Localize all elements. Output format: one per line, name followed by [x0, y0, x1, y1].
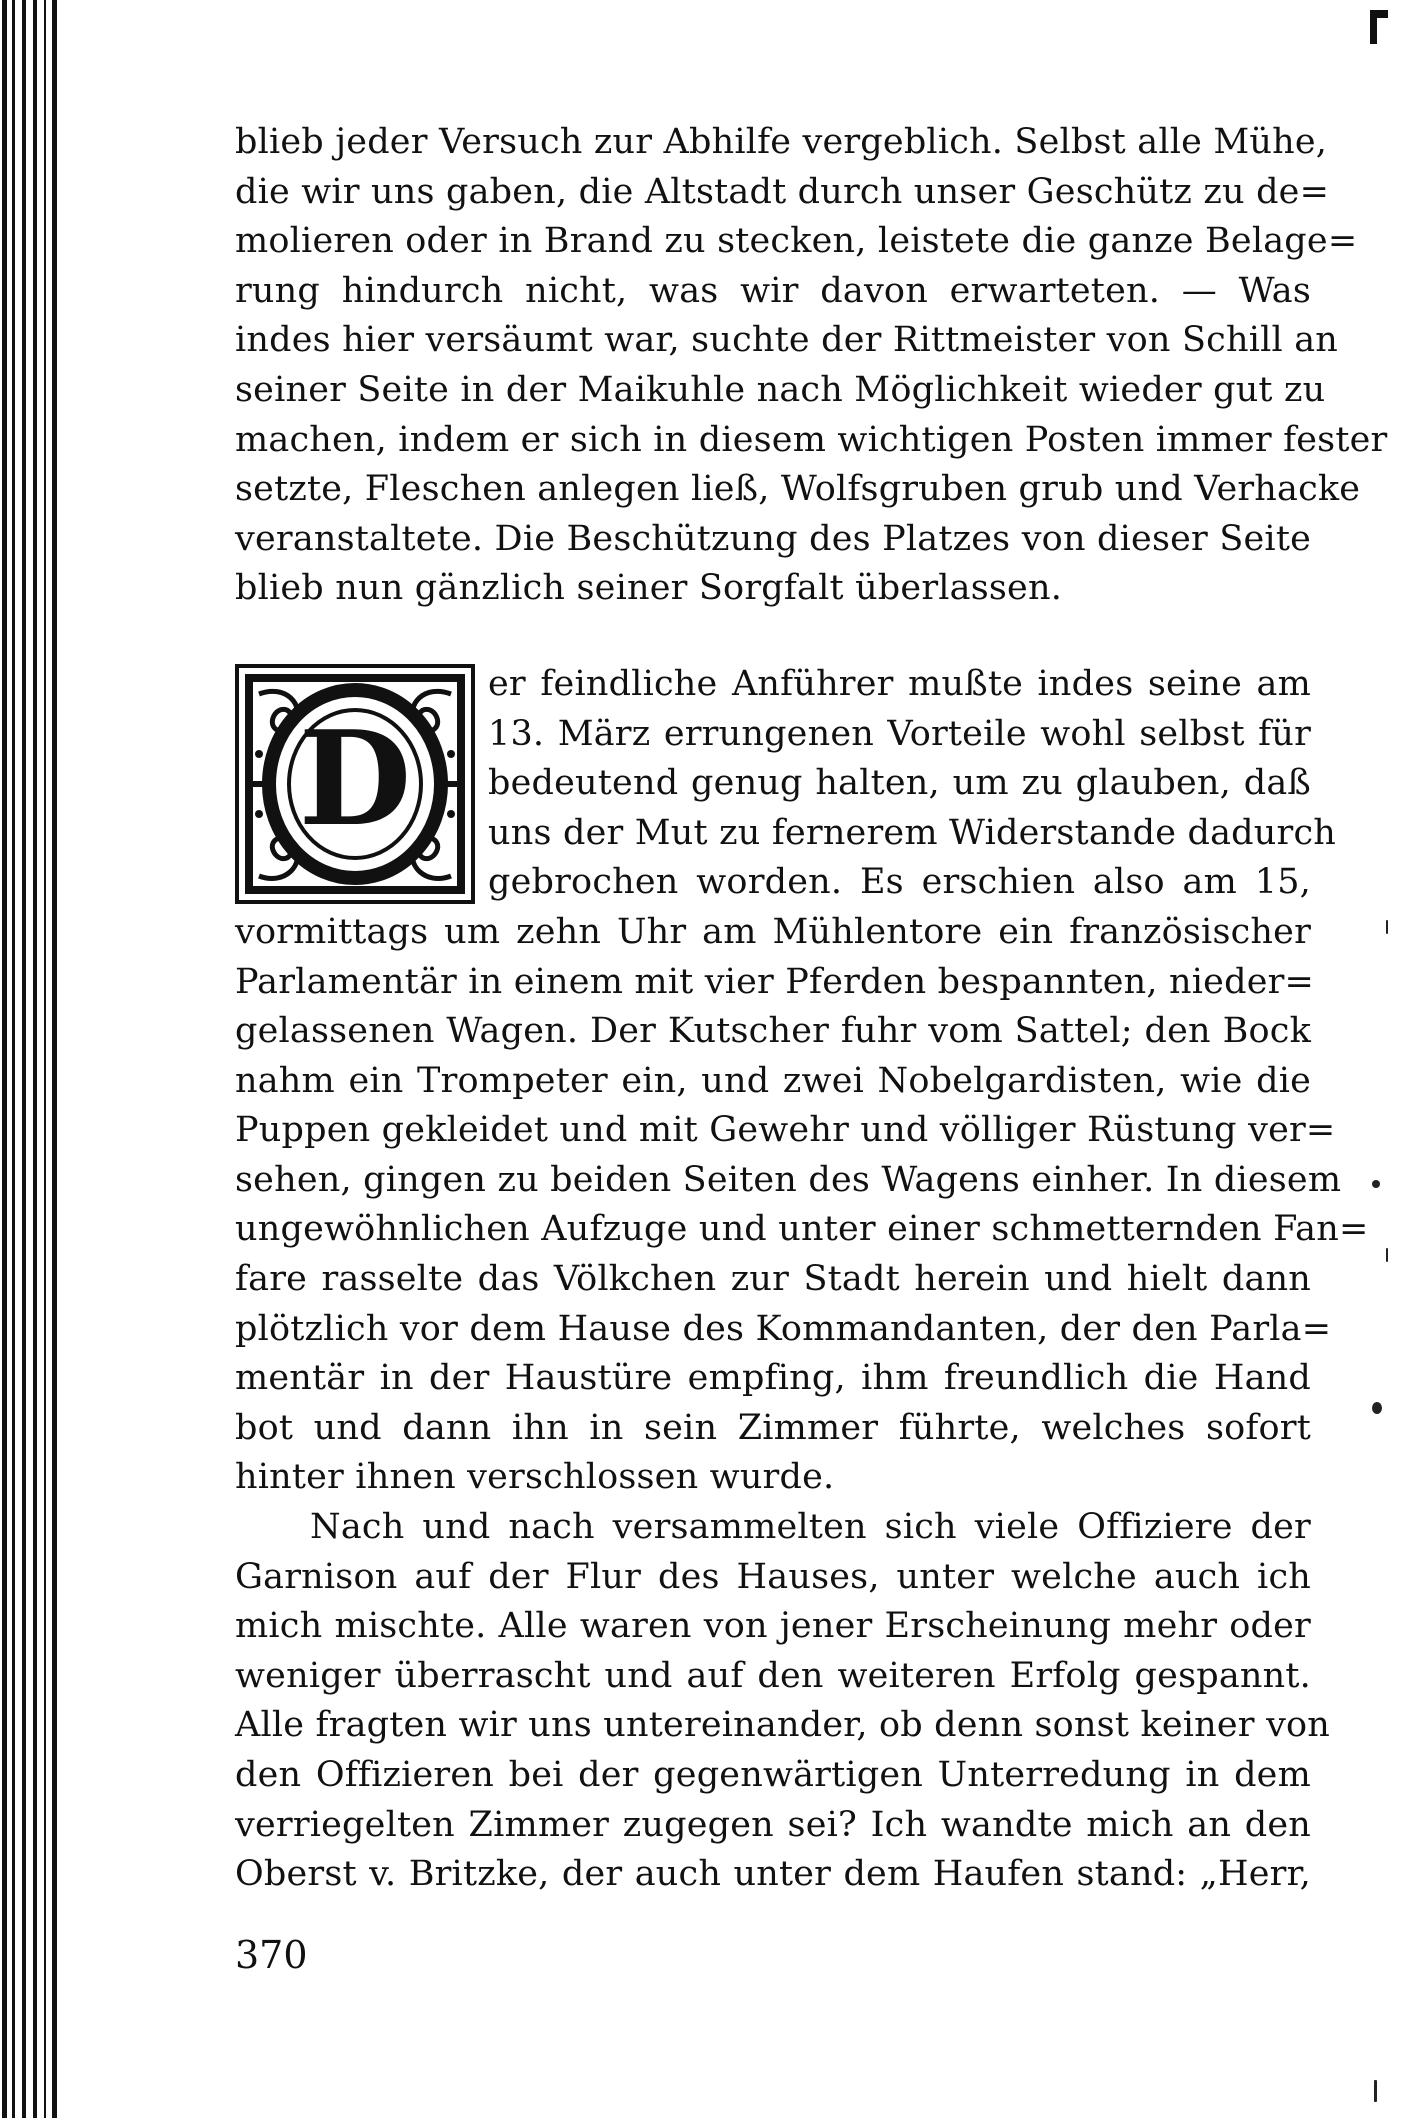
text-line: den Offizieren bei der gegenwärtigen Unterredung in dem	[235, 1755, 1311, 1795]
text-line: seiner Seite in der Maikuhle nach Möglichkeit wieder gut zu	[235, 369, 1326, 410]
text-line: molieren oder in Brand zu stecken, leistete die ganze Belage=	[235, 221, 1358, 262]
text-line: weniger überrascht und auf den weiteren Erfolg gespannt.	[235, 1655, 1311, 1696]
text-line: verriegelten Zimmer zugegen sei? Ich wandte mich an den	[235, 1804, 1311, 1845]
text-line: indes hier versäumt war, suchte der Rittmeister von Schill an	[235, 320, 1339, 361]
text-line: mentär in der Haustüre empfing, ihm freundlich die Hand	[235, 1358, 1311, 1399]
text-line: gelassenen Wagen. Der Kutscher fuhr vom Sattel; den Bock	[235, 1011, 1311, 1052]
text-line: nahm ein Trompeter ein, und zwei Nobelgardisten, wie die	[235, 1060, 1311, 1101]
text-line: uns der Mut zu fernerem Widerstande dadurch	[488, 812, 1337, 853]
corner-registration-mark	[1368, 8, 1390, 46]
text-line: Oberst v. Britzke, der auch unter dem Haufen stand: „Herr,	[235, 1854, 1311, 1895]
paragraph-gap	[235, 614, 1311, 660]
text-line: veranstaltete. Die Beschützung des Platzes von dieser Seite	[235, 518, 1311, 559]
page-binding-edge	[0, 0, 62, 2118]
text-line: mich mischte. Alle waren von jener Erscheinung mehr oder	[235, 1606, 1311, 1647]
text-line: machen, indem er sich in diesem wichtigen Posten immer fester	[235, 419, 1388, 460]
text-line: plötzlich vor dem Hause des Kommandanten, der den Parla=	[235, 1308, 1332, 1349]
text-line: Puppen gekleidet und mit Gewehr und völliger Rüstung ver=	[235, 1110, 1336, 1151]
text-line: Garnison auf der Flur des Hauses, unter welche auch ich	[235, 1556, 1311, 1597]
text-line: rung hindurch nicht, was wir davon erwarteten. — Was	[235, 270, 1311, 311]
text-line: fare rasselte das Völkchen zur Stadt herein und hielt dann	[235, 1259, 1311, 1300]
initial-letter	[299, 702, 412, 855]
paragraph-2	[235, 660, 1337, 908]
text-line: sehen, gingen zu beiden Seiten des Wagens einher. In diesem	[235, 1159, 1342, 1200]
ornamental-initial-d	[235, 664, 475, 904]
text-line: hinter ihnen verschlossen wurde.	[235, 1457, 835, 1498]
text-line: bedeutend genug halten, um zu glauben, daß	[488, 763, 1311, 804]
text-line: blieb jeder Versuch zur Abhilfe vergeblich. Selbst alle Mühe,	[235, 122, 1328, 162]
svg-text:D: D	[298, 701, 412, 855]
text-line: bot und dann ihn in sein Zimmer führte, welches sofort	[235, 1407, 1311, 1448]
text-line: die wir uns gaben, die Altstadt durch unser Geschütz zu de=	[235, 171, 1330, 212]
text-line: er feindliche Anführer mußte indes seine am	[488, 663, 1311, 704]
text-line: Alle fragten wir uns untereinander, ob denn sonst keiner von	[235, 1705, 1331, 1746]
text-line: gebrochen worden. Es erschien also am 15,	[488, 862, 1311, 903]
text-line: Parlamentär in einem mit vier Pferden bespannten, nieder=	[235, 961, 1315, 1002]
paragraph-3	[235, 1503, 1331, 1900]
text-line: vormittags um zehn Uhr am Mühlentore ein französischer	[235, 911, 1311, 952]
text-line: 13. März errungenen Vorteile wohl selbst für	[488, 713, 1311, 754]
paragraph-1	[235, 118, 1388, 614]
page-text	[235, 118, 1388, 1900]
page-number: 370	[235, 1933, 308, 1977]
text-line: setzte, Fleschen anlegen ließ, Wolfsgruben grub und Verhacke	[235, 469, 1361, 510]
text-line: blieb nun gänzlich seiner Sorgfalt überlassen.	[235, 568, 1063, 609]
text-line: Nach und nach versammelten sich viele Offiziere der	[310, 1507, 1311, 1548]
text-line: ungewöhnlichen Aufzuge und unter einer schmetternden Fan=	[235, 1209, 1369, 1250]
